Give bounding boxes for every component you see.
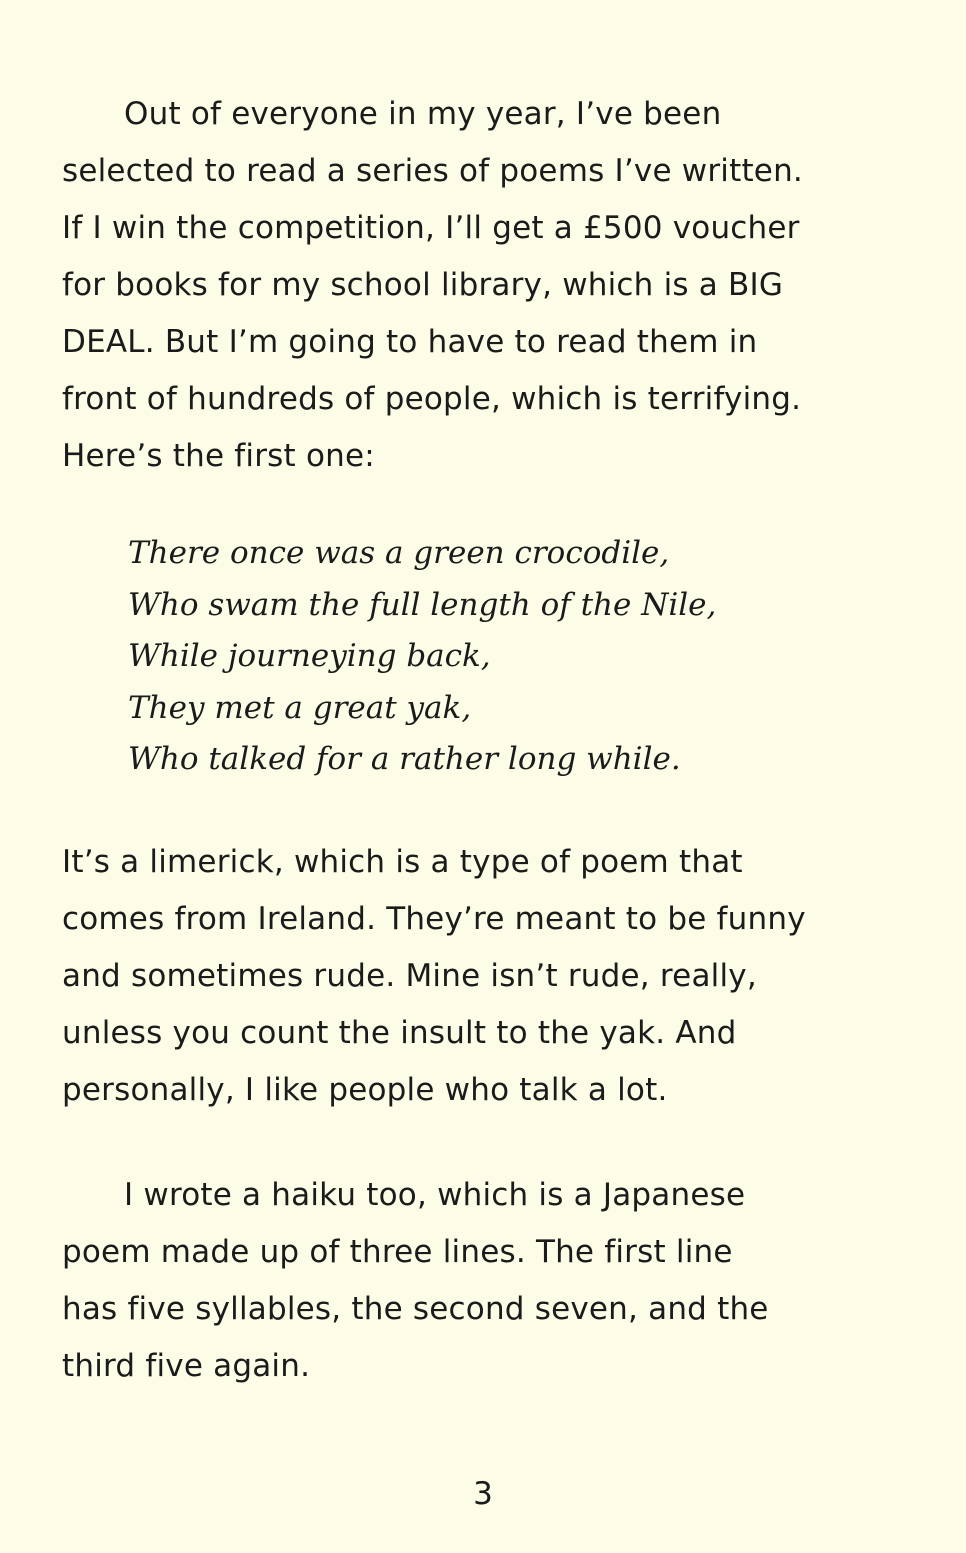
paragraph-line: It’s a limerick, which is a type of poem that <box>62 844 743 880</box>
paragraph-line: front of hundreds of people, which is terrifying. <box>62 381 802 417</box>
paragraph-line: has five syllables, the second seven, and the <box>62 1291 769 1327</box>
poem-line: Who swam the full length of the Nile, <box>128 586 717 623</box>
paragraph-line: for books for my school library, which is a BIG <box>62 267 784 303</box>
paragraph-line: I wrote a haiku too, which is a Japanese <box>124 1177 746 1213</box>
paragraph-line: poem made up of three lines. The first line <box>62 1234 733 1270</box>
poem-line: There once was a green crocodile, <box>128 535 670 571</box>
paragraph-line: selected to read a series of poems I’ve written. <box>62 153 803 189</box>
paragraph-line: unless you count the insult to the yak. And <box>62 1015 737 1051</box>
paragraph-line: personally, I like people who talk a lot. <box>62 1072 668 1108</box>
page-number: 3 <box>473 1476 493 1512</box>
limerick-explanation-paragraph <box>62 834 912 1119</box>
paragraph-line: DEAL. But I’m going to have to read them in <box>62 324 758 360</box>
paragraph-line: If I win the competition, I’ll get a £500 voucher <box>62 210 800 246</box>
intro-paragraph <box>62 86 912 485</box>
limerick-poem <box>128 528 716 786</box>
paragraph-line: and sometimes rude. Mine isn’t rude, really, <box>62 958 757 994</box>
poem-line: They met a great yak, <box>128 689 472 726</box>
paragraph-line: Out of everyone in my year, I’ve been <box>124 96 722 132</box>
haiku-explanation-paragraph <box>62 1167 912 1395</box>
paragraph-line: third five again. <box>62 1348 311 1384</box>
poem-line: While journeying back, <box>128 638 491 674</box>
paragraph-line: Here’s the first one: <box>62 438 375 474</box>
paragraph-line: comes from Ireland. They’re meant to be funny <box>62 901 806 937</box>
poem-line: Who talked for a rather long while. <box>128 741 681 777</box>
